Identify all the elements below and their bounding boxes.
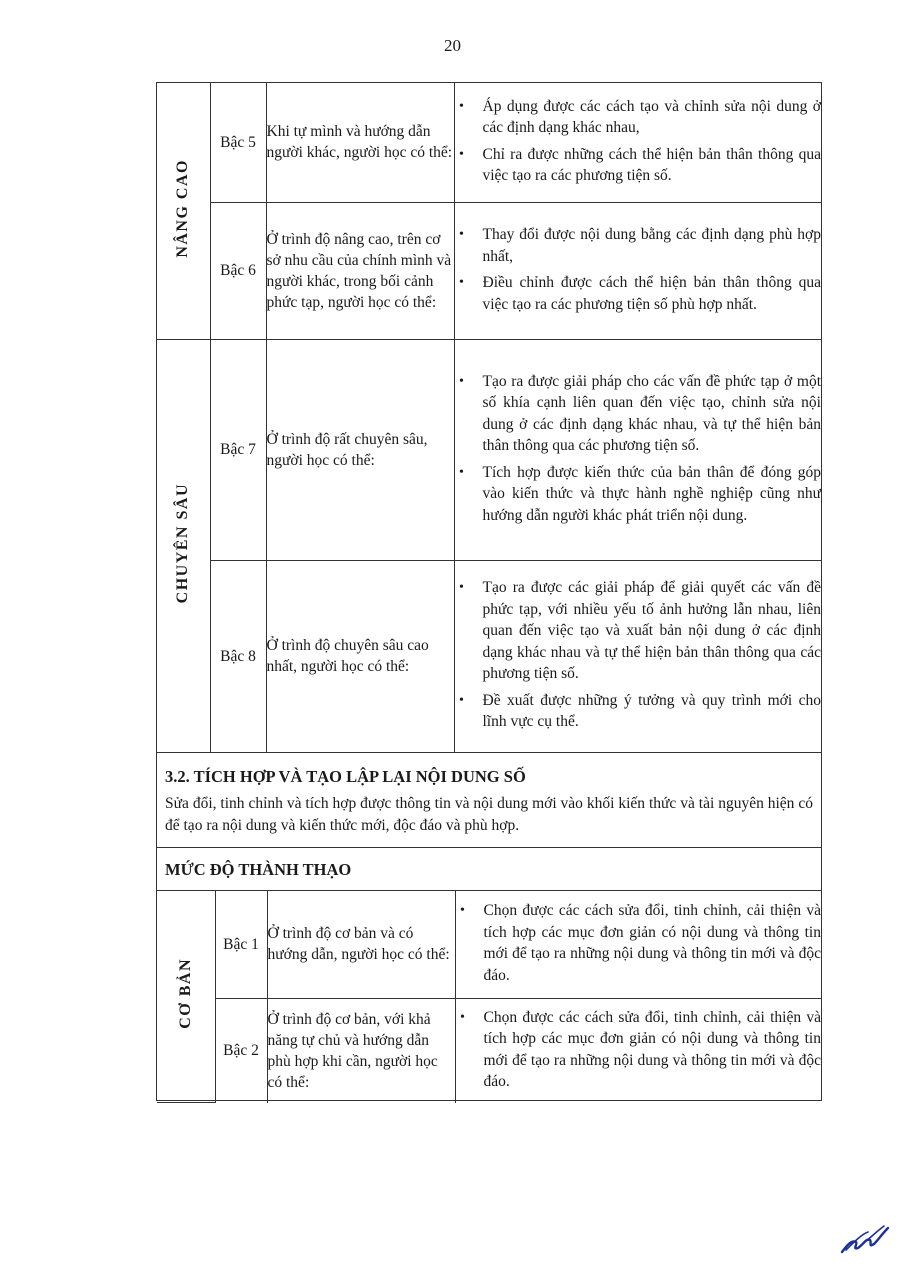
- bullet-icon: •: [459, 98, 464, 114]
- result-item: • Đề xuất được những ý tưởng và quy trình mới cho lĩnh vực cụ thể.: [455, 690, 822, 733]
- table-row: [157, 83, 821, 202]
- table-row: [157, 339, 821, 560]
- condition-cell: [266, 339, 454, 560]
- group-cell-co-ban: [157, 891, 215, 1103]
- condition-text: Ở trình độ nâng cao, trên cơ sở nhu cầu của chính mình và người khác, trong bối cảnh phức tạp, người học có thể:: [266, 230, 452, 311]
- result-item: • Tích hợp được kiến thức của bản thân để đóng góp vào kiến thức và thực hành nghề nghiệp cũng như hướng dẫn người khác phát triển nội dung.: [455, 462, 822, 527]
- results-cell: [455, 999, 821, 1103]
- group-label: NÂNG CAO: [174, 158, 192, 258]
- competency-document: [156, 82, 822, 1101]
- bullet-icon: •: [459, 464, 464, 480]
- level-cell: [210, 339, 266, 560]
- level-label: Bậc 1: [223, 935, 259, 953]
- proficiency-heading: MỨC ĐỘ THÀNH THẠO: [157, 848, 821, 891]
- level-label: Bậc 5: [220, 133, 256, 151]
- group-cell-chuyen-sau: [157, 339, 210, 752]
- section-description: Sửa đổi, tinh chỉnh và tích hợp được thông tin và nội dung mới vào khối kiến thức và tài nguyên hiện có để tạo ra nội dung và kiến thức mới, độc đáo và phù hợp.: [165, 794, 813, 834]
- group-cell-nang-cao: [157, 83, 210, 339]
- level-label: Bậc 2: [223, 1042, 259, 1060]
- condition-text: Khi tự mình và hướng dẫn người khác, người học có thể:: [266, 123, 453, 162]
- condition-cell: [266, 83, 454, 202]
- result-item: • Chọn được các cách sửa đổi, tinh chỉnh, cải thiện và tích hợp các mục đơn giản có nội dung và thông tin mới để tạo ra những nội dung và thông tin mới và độc đáo.: [456, 900, 822, 986]
- bullet-icon: •: [459, 580, 464, 596]
- page-number: 20: [444, 36, 461, 55]
- result-item: • Tạo ra được giải pháp cho các vấn đề phức tạp ở một số khía cạnh liên quan đến việc tạo, chỉnh sửa nội dung ở các định dạng khác nhau, và tự thể hiện bản thân thông qua các phương tiện số.: [455, 371, 822, 457]
- level-label: Bậc 8: [220, 647, 256, 665]
- bullet-icon: •: [459, 692, 464, 708]
- result-item: • Chọn được các cách sửa đổi, tinh chỉnh, cải thiện và tích hợp các mục đơn giản có nội dung và thông tin mới để tạo ra những nội dung và thông tin mới và độc đáo.: [456, 1007, 822, 1093]
- level-label: Bậc 6: [220, 262, 256, 279]
- group-label: CHUYÊN SÂU: [174, 482, 192, 604]
- result-item: • Chỉ ra được những cách thể hiện bản thân thông qua việc tạo ra các phương tiện số.: [455, 144, 822, 187]
- results-cell: [454, 202, 821, 339]
- condition-text: Ở trình độ chuyên sâu cao nhất, người học có thể:: [266, 637, 429, 675]
- level-label: Bậc 7: [220, 441, 256, 458]
- results-cell: [455, 891, 821, 999]
- results-cell: [454, 83, 821, 202]
- section-intro: [157, 753, 821, 848]
- result-item: • Thay đổi được nội dung bằng các định dạng phù hợp nhất,: [455, 224, 822, 267]
- condition-cell: [267, 999, 455, 1103]
- bullet-icon: •: [459, 227, 464, 242]
- bullet-icon: •: [459, 373, 464, 389]
- results-cell: [454, 560, 821, 752]
- group-label: CƠ BẢN: [176, 958, 194, 1030]
- results-cell: [454, 339, 821, 560]
- condition-cell: [267, 891, 455, 999]
- bullet-icon: •: [460, 1009, 465, 1025]
- competency-table-top: [157, 83, 821, 753]
- condition-text: Ở trình độ rất chuyên sâu, người học có thể:: [266, 430, 428, 469]
- bullet-icon: •: [459, 275, 464, 290]
- table-row: [157, 202, 821, 339]
- condition-text: Ở trình độ cơ bản, với khả năng tự chủ và hướng dẫn phù hợp khi cần, người học có thể:: [267, 1010, 438, 1091]
- level-cell: [215, 891, 267, 999]
- table-row: [157, 891, 821, 999]
- section-title: 3.2. TÍCH HỢP VÀ TẠO LẬP LẠI NỘI DUNG SỐ: [165, 766, 526, 786]
- table-row: [157, 999, 821, 1103]
- result-item: • Áp dụng được các cách tạo và chỉnh sửa nội dung ở các định dạng khác nhau,: [455, 96, 822, 139]
- level-cell: [215, 999, 267, 1103]
- result-item: • Điều chỉnh được cách thể hiện bản thân thông qua việc tạo ra các phương tiện số phù hợp nhất.: [455, 272, 822, 315]
- table-row: [157, 560, 821, 752]
- level-cell: [210, 560, 266, 752]
- bullet-icon: •: [459, 146, 464, 162]
- signature-mark-icon: [838, 1222, 892, 1256]
- bullet-icon: •: [460, 903, 465, 919]
- condition-text: Ở trình độ cơ bản và có hướng dẫn, người học có thể:: [267, 925, 450, 964]
- competency-table-bottom: [157, 891, 821, 1104]
- level-cell: [210, 83, 266, 202]
- level-cell: [210, 202, 266, 339]
- condition-cell: [266, 202, 454, 339]
- condition-cell: [266, 560, 454, 752]
- result-item: • Tạo ra được các giải pháp để giải quyết các vấn đề phức tạp, với nhiều yếu tố ảnh hưởng lẫn nhau, liên quan đến việc tạo và xuất bản nội dung ở các định dạng khác nhau và tự thể hiện bản thân thông qua các phương tiện số.: [455, 577, 822, 685]
